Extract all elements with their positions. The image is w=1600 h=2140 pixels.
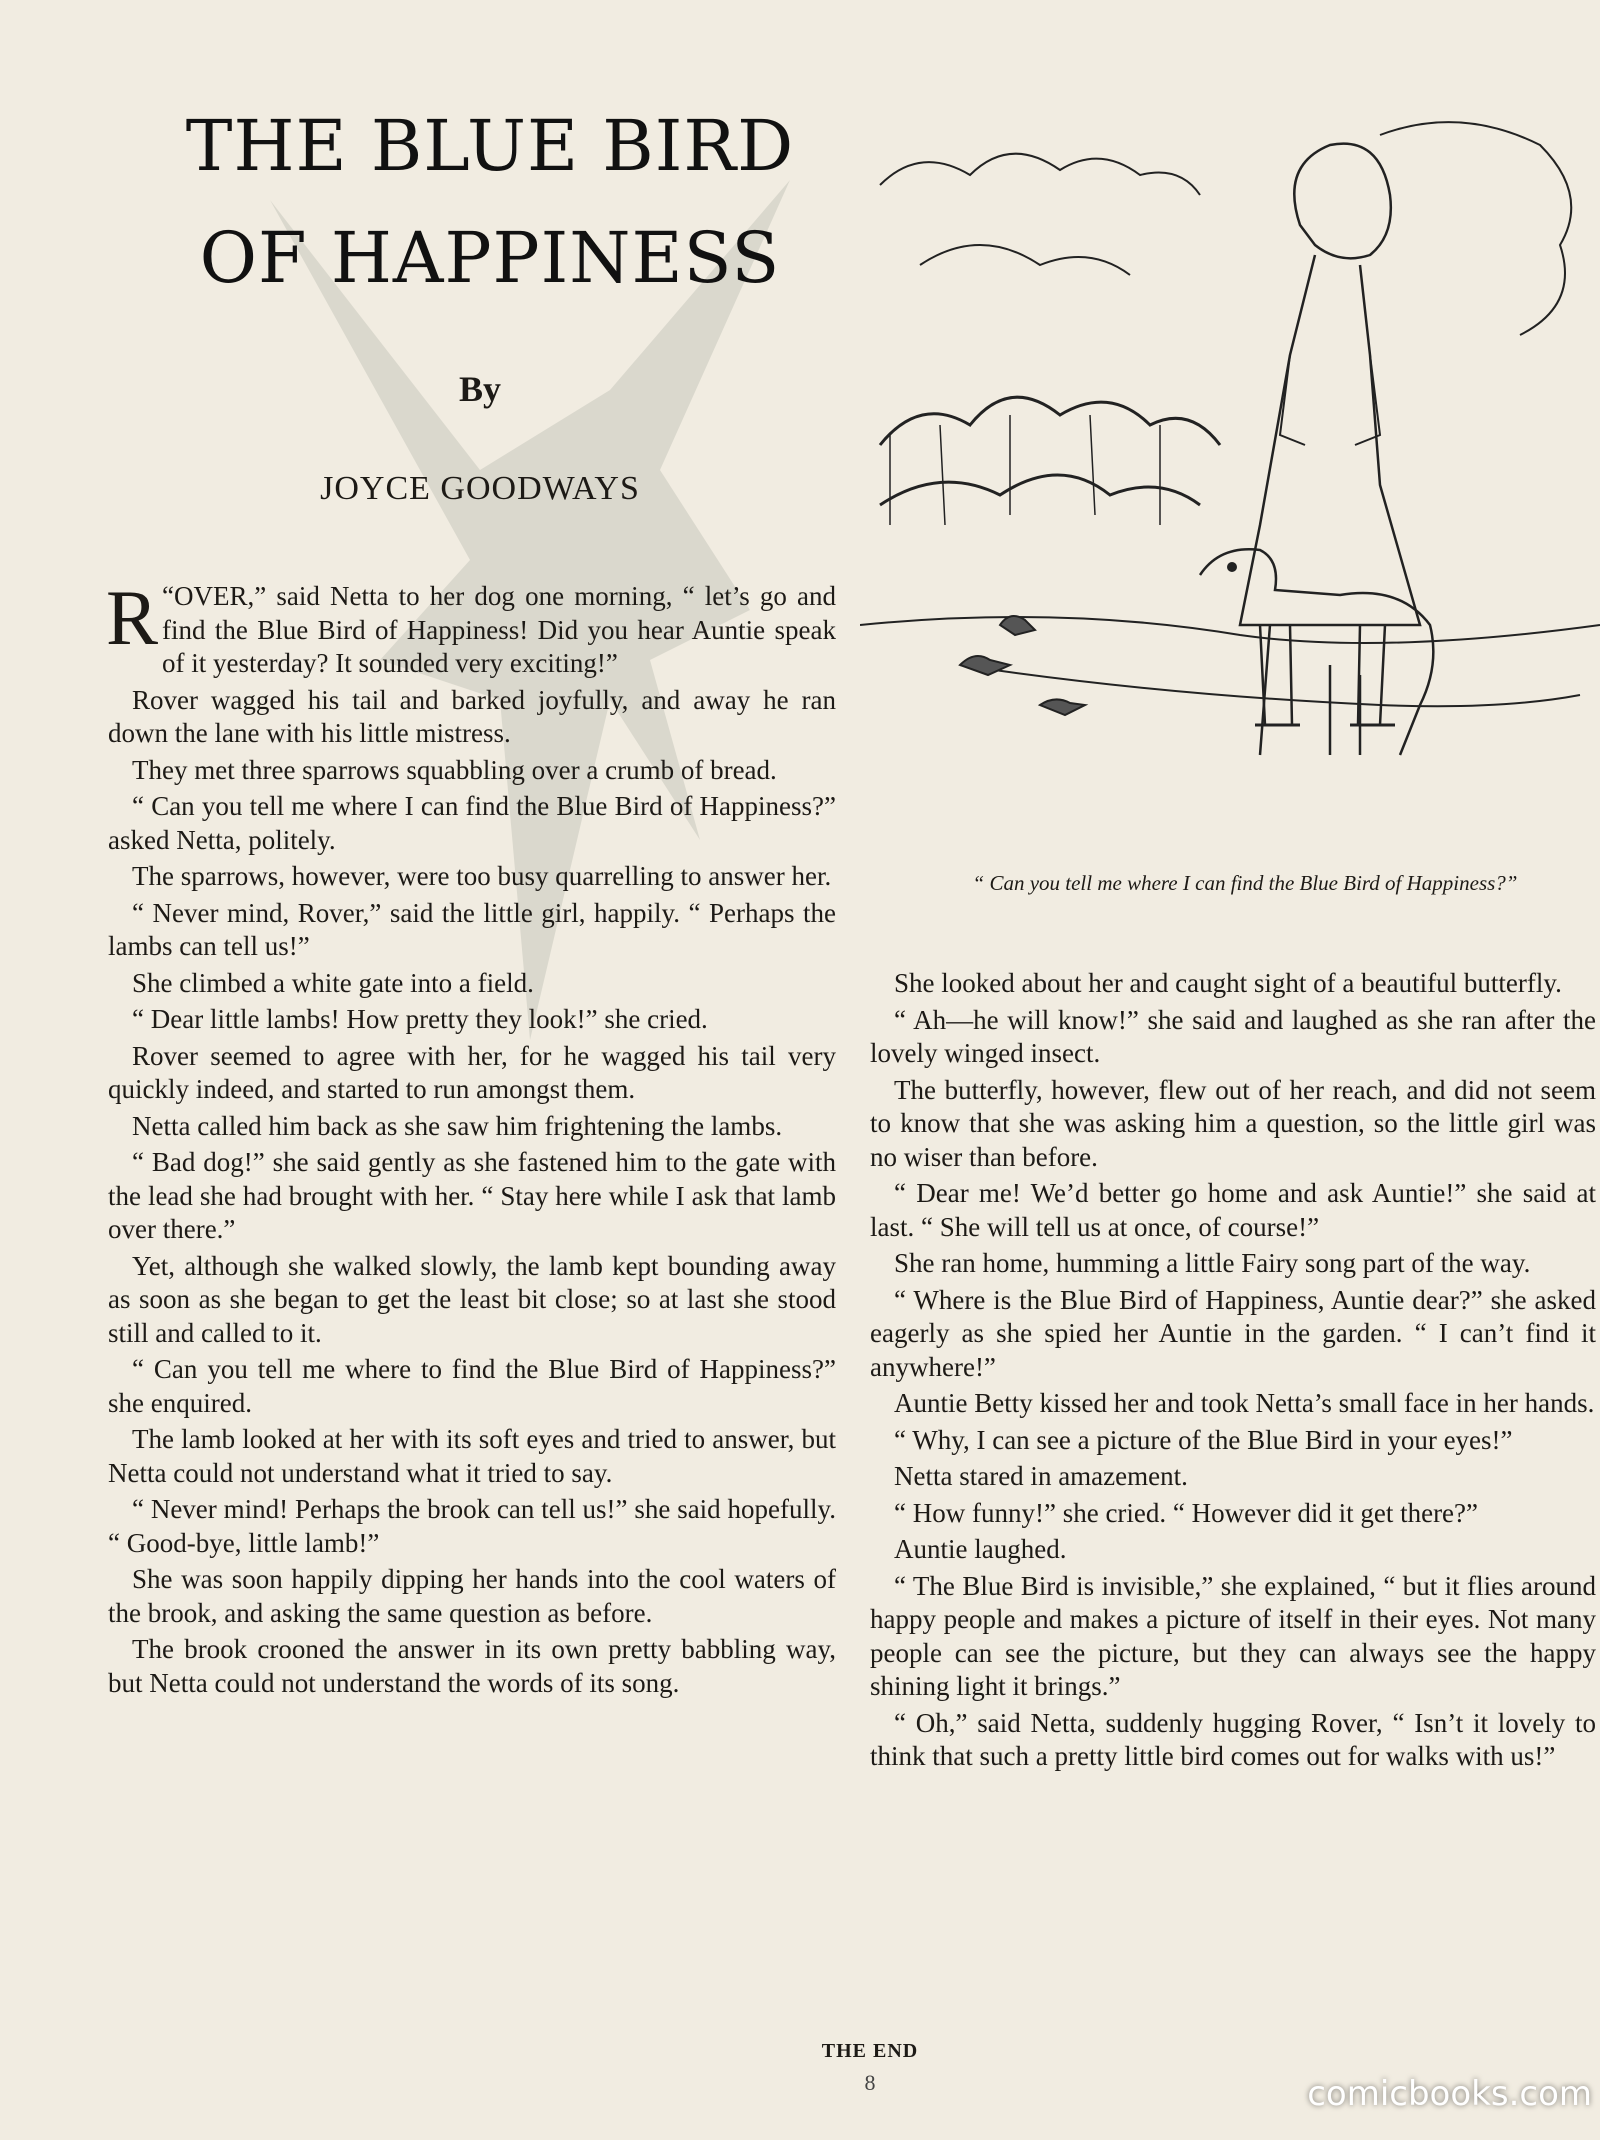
paragraph: Yet, although she walked slowly, the lamb kept bounding away as soon as she began to get the least bit close; so at last she stood still and called to it.: [108, 1250, 836, 1348]
paragraph: Netta called him back as she saw him frightening the lambs.: [132, 1110, 783, 1141]
paragraph: “ How funny!” she cried. “ However did it get there?”: [894, 1497, 1479, 1528]
paragraph: Rover seemed to agree with her, for he wagged his tail very quickly indeed, and started to run amongst them.: [108, 1040, 836, 1104]
opening-paragraph: [106, 574, 836, 681]
paragraph: The brook crooned the answer in its own pretty babbling way, but Netta could not understand the words of its song.: [108, 1634, 836, 1698]
paragraph: “ Can you tell me where to find the Blue Bird of Happiness?” she enquired.: [108, 1354, 836, 1418]
paragraph: She looked about her and caught sight of a beautiful butterfly.: [894, 968, 1562, 998]
paragraph: Auntie Betty kissed her and took Netta’s small face in her hands.: [894, 1388, 1595, 1418]
byline: By: [458, 369, 501, 409]
paragraph: “ Dear little lambs! How pretty they look!” she cried.: [132, 1004, 708, 1034]
paragraph: The butterfly, however, flew out of her reach, and did not seem to know that she was asking him a question, so the little girl was no wiser than before.: [870, 1074, 1596, 1172]
author-name: JOYCE GOODWAYS: [320, 470, 640, 507]
drop-cap: R: [106, 574, 159, 661]
article-title: THE BLUE BIRD OF HAPPINESS: [185, 105, 795, 299]
illustration-caption: “ Can you tell me where I can find the Blue Bird of Happiness?”: [972, 871, 1518, 895]
girl-and-dog-illustration: [860, 105, 1600, 865]
paragraph: “ Can you tell me where I can find the Blue Bird of Happiness?” asked Netta, politely.: [108, 791, 836, 855]
site-watermark: comicbooks.com: [1307, 2074, 1592, 2114]
paragraph: “ Never mind! Perhaps the brook can tell us!” she said hopefully. “ Good-bye, little lamb!”: [108, 1494, 836, 1558]
paragraph: “ Why, I can see a picture of the Blue Bird in your eyes!”: [894, 1424, 1513, 1455]
paragraph: She ran home, humming a little Fairy song part of the way.: [894, 1248, 1531, 1278]
paragraph: “ Dear me! We’d better go home and ask Auntie!” she said at last. “ She will tell us at once, of course!”: [870, 1178, 1596, 1242]
paragraph: “ Bad dog!” she said gently as she fastened him to the gate with the lead she had brought with her. “ Stay here while I ask that lamb over there.”: [108, 1147, 836, 1244]
paragraph: “ The Blue Bird is invisible,” she explained, “ but it flies around happy people and makes a picture of itself in their eyes. Not many people can see the picture, but they can always see the happy shining light it brings.”: [870, 1570, 1596, 1701]
page-number: 8: [864, 2070, 876, 2095]
paragraph: “ Never mind, Rover,” said the little girl, happily. “ Perhaps the lambs can tell us!”: [108, 897, 836, 961]
opening-quote: “: [162, 581, 175, 611]
left-column: [106, 574, 836, 1703]
paragraph: Auntie laughed.: [894, 1534, 1067, 1564]
paragraph: The lamb looked at her with its soft eyes and tried to answer, but Netta could not understand what it tried to say.: [108, 1424, 836, 1488]
paragraph: The sparrows, however, were too busy quarrelling to answer her.: [132, 861, 832, 891]
right-column: [870, 967, 1596, 1777]
paragraph: “ Oh,” said Netta, suddenly hugging Rover, “ Isn’t it lovely to think that such a pretty little bird comes out for walks with us!”: [870, 1707, 1596, 1771]
paragraph-text: OVER,” said Netta to her dog one morning, “ let’s go and find the Blue Bird of Happiness! Did you hear Auntie speak of it yesterday? It sounded very exciting!”: [162, 581, 836, 678]
paragraph: She was soon happily dipping her hands into the cool waters of the brook, and asking the same question as before.: [108, 1564, 836, 1628]
paragraph: She climbed a white gate into a field.: [132, 967, 534, 998]
paragraph: They met three sparrows squabbling over a crumb of bread.: [132, 754, 777, 785]
paragraph: Netta stared in amazement.: [894, 1461, 1188, 1491]
the-end-label: THE END: [821, 2040, 919, 2062]
paragraph: “ Where is the Blue Bird of Happiness, Auntie dear?” she asked eagerly as she spied her Auntie in the garden. “ I can’t find it anywhere!”: [870, 1284, 1596, 1382]
paragraph: “ Ah—he will know!” she said and laughed as she ran after the lovely winged insect.: [870, 1004, 1596, 1068]
paragraph: Rover wagged his tail and barked joyfully, and away he ran down the lane with his little mistress.: [108, 684, 836, 748]
